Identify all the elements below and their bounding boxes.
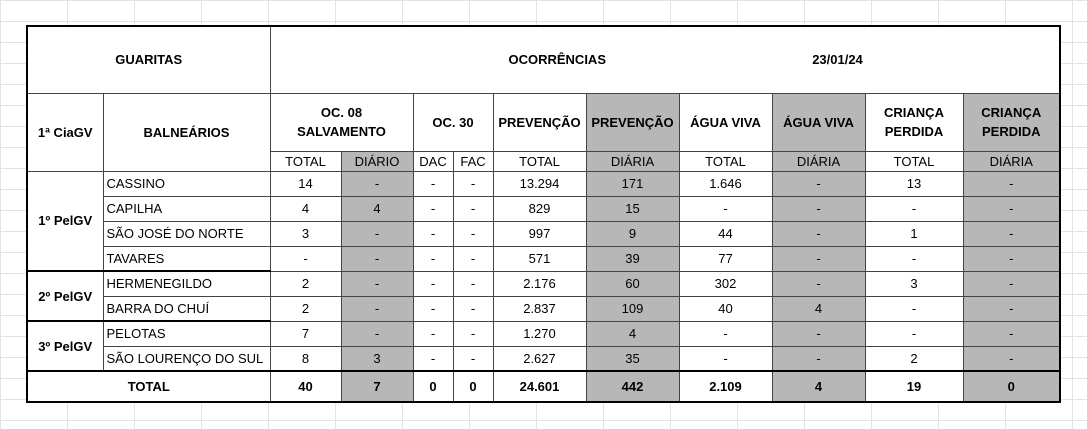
data-cell: - xyxy=(341,221,413,246)
total-row xyxy=(27,371,1060,402)
data-cell: 571 xyxy=(493,246,586,271)
data-cell: 8 xyxy=(270,346,341,371)
data-cell: - xyxy=(963,321,1060,346)
balnearios-header: BALNEÁRIOS xyxy=(103,93,270,171)
subheader-cell: DIÁRIO xyxy=(341,151,413,171)
total-cell: 2.109 xyxy=(679,371,772,402)
ocorrencias-title xyxy=(270,26,772,93)
data-cell: - xyxy=(772,171,865,196)
data-cell: 829 xyxy=(493,196,586,221)
data-cell: - xyxy=(413,321,453,346)
cia-header: 1ª CiaGV xyxy=(27,93,103,171)
row-name: CAPILHA xyxy=(103,196,270,221)
data-cell: 3 xyxy=(865,271,963,296)
data-cell: 14 xyxy=(270,171,341,196)
oc08-line2: SALVAMENTO xyxy=(297,124,386,139)
data-cell: 60 xyxy=(586,271,679,296)
guaritas-header: GUARITAS xyxy=(27,26,270,93)
oc08-line1: OC. 08 xyxy=(320,105,363,120)
data-cell: 109 xyxy=(586,296,679,321)
row-name: TAVARES xyxy=(103,246,270,271)
data-cell: - xyxy=(413,246,453,271)
table-row xyxy=(27,271,1060,296)
data-cell: - xyxy=(413,171,453,196)
subheader-cell: TOTAL xyxy=(865,151,963,171)
table-row xyxy=(27,296,1060,321)
data-cell: - xyxy=(453,271,493,296)
title-row xyxy=(27,26,1060,93)
report-date-value: 23/01/24 xyxy=(812,52,863,68)
data-cell: 7 xyxy=(270,321,341,346)
data-cell: 2.837 xyxy=(493,296,586,321)
data-cell: 40 xyxy=(679,296,772,321)
group-label: 1º PelGV xyxy=(27,171,103,271)
total-cell: 0 xyxy=(963,371,1060,402)
data-cell: 13.294 xyxy=(493,171,586,196)
total-cell: 4 xyxy=(772,371,865,402)
column-header-row xyxy=(27,93,1060,151)
data-cell: 302 xyxy=(679,271,772,296)
subheader-cell: TOTAL xyxy=(270,151,341,171)
data-cell: 39 xyxy=(586,246,679,271)
table-row xyxy=(27,346,1060,371)
table-row xyxy=(27,221,1060,246)
data-cell: - xyxy=(963,346,1060,371)
data-cell: 171 xyxy=(586,171,679,196)
data-cell: 4 xyxy=(270,196,341,221)
total-cell: 0 xyxy=(413,371,453,402)
crianca-gray-line1: CRIANÇA xyxy=(981,105,1042,120)
row-name: SÃO JOSÉ DO NORTE xyxy=(103,221,270,246)
total-cell: 442 xyxy=(586,371,679,402)
oc08-header xyxy=(270,93,413,151)
data-cell: - xyxy=(679,196,772,221)
data-cell: - xyxy=(963,196,1060,221)
data-cell: 44 xyxy=(679,221,772,246)
row-name: SÃO LOURENÇO DO SUL xyxy=(103,346,270,371)
prevencao-daily-header: PREVENÇÃO xyxy=(586,93,679,151)
data-cell: - xyxy=(453,196,493,221)
report-date xyxy=(772,26,1060,93)
data-cell: - xyxy=(865,246,963,271)
crianca-gray-line2: PERDIDA xyxy=(981,124,1041,139)
crianca-perdida-header xyxy=(865,93,963,151)
group-label: 2º PelGV xyxy=(27,271,103,321)
data-cell: - xyxy=(772,246,865,271)
data-cell: - xyxy=(865,196,963,221)
data-cell: 2.627 xyxy=(493,346,586,371)
data-cell: 1.270 xyxy=(493,321,586,346)
row-name: PELOTAS xyxy=(103,321,270,346)
row-name: BARRA DO CHUÍ xyxy=(103,296,270,321)
row-name: HERMENEGILDO xyxy=(103,271,270,296)
data-cell: - xyxy=(963,171,1060,196)
data-cell: - xyxy=(413,271,453,296)
data-cell: 2 xyxy=(270,296,341,321)
oc30-header: OC. 30 xyxy=(413,93,493,151)
subheader-cell: FAC xyxy=(453,151,493,171)
ocorrencias-label: OCORRÊNCIAS xyxy=(508,52,606,68)
data-cell: - xyxy=(772,196,865,221)
subheader-cell: DAC xyxy=(413,151,453,171)
data-cell: - xyxy=(341,296,413,321)
data-cell: - xyxy=(453,321,493,346)
data-cell: 3 xyxy=(341,346,413,371)
data-cell: - xyxy=(963,296,1060,321)
data-cell: 4 xyxy=(341,196,413,221)
data-cell: - xyxy=(963,221,1060,246)
data-cell: - xyxy=(413,221,453,246)
data-cell: - xyxy=(341,171,413,196)
total-cell: 7 xyxy=(341,371,413,402)
data-cell: - xyxy=(865,321,963,346)
group-label: 3º PelGV xyxy=(27,321,103,371)
data-cell: 15 xyxy=(586,196,679,221)
data-cell: 4 xyxy=(772,296,865,321)
data-cell: - xyxy=(453,171,493,196)
total-label: TOTAL xyxy=(27,371,270,402)
data-cell: - xyxy=(865,296,963,321)
agua-viva-header: ÁGUA VIVA xyxy=(679,93,772,151)
prevencao-header: PREVENÇÃO xyxy=(493,93,586,151)
subheader-cell: DIÁRIA xyxy=(772,151,865,171)
crianca-perdida-daily-header xyxy=(963,93,1060,151)
subheader-cell: DIÁRIA xyxy=(963,151,1060,171)
subheader-cell: TOTAL xyxy=(679,151,772,171)
data-cell: - xyxy=(341,271,413,296)
data-cell: - xyxy=(453,346,493,371)
data-cell: - xyxy=(413,296,453,321)
subheader-cell: DIÁRIA xyxy=(586,151,679,171)
data-cell: 35 xyxy=(586,346,679,371)
total-cell: 24.601 xyxy=(493,371,586,402)
data-cell: 77 xyxy=(679,246,772,271)
data-cell: 997 xyxy=(493,221,586,246)
data-cell: - xyxy=(772,321,865,346)
total-cell: 0 xyxy=(453,371,493,402)
agua-viva-daily-header: ÁGUA VIVA xyxy=(772,93,865,151)
total-cell: 19 xyxy=(865,371,963,402)
data-cell: - xyxy=(772,221,865,246)
subheader-cell: TOTAL xyxy=(493,151,586,171)
data-cell: 3 xyxy=(270,221,341,246)
data-cell: - xyxy=(772,271,865,296)
table-row xyxy=(27,171,1060,196)
data-cell: 2 xyxy=(865,346,963,371)
crianca-line1: CRIANÇA xyxy=(884,105,944,120)
data-cell: - xyxy=(453,296,493,321)
data-cell: - xyxy=(679,346,772,371)
data-cell: 9 xyxy=(586,221,679,246)
data-cell: 13 xyxy=(865,171,963,196)
data-cell: 1 xyxy=(865,221,963,246)
data-cell: - xyxy=(963,246,1060,271)
data-cell: - xyxy=(453,221,493,246)
table-row xyxy=(27,321,1060,346)
data-cell: - xyxy=(963,271,1060,296)
data-cell: 2.176 xyxy=(493,271,586,296)
data-cell: - xyxy=(453,246,493,271)
data-cell: - xyxy=(413,196,453,221)
table-row xyxy=(27,246,1060,271)
data-cell: - xyxy=(341,321,413,346)
data-cell: - xyxy=(413,346,453,371)
data-cell: 2 xyxy=(270,271,341,296)
data-cell: - xyxy=(270,246,341,271)
data-cell: - xyxy=(341,246,413,271)
total-cell: 40 xyxy=(270,371,341,402)
data-cell: - xyxy=(772,346,865,371)
data-cell: 1.646 xyxy=(679,171,772,196)
data-cell: 4 xyxy=(586,321,679,346)
row-name: CASSINO xyxy=(103,171,270,196)
table-row xyxy=(27,196,1060,221)
data-cell: - xyxy=(679,321,772,346)
occurrences-table xyxy=(26,25,1061,403)
crianca-line2: PERDIDA xyxy=(884,124,944,139)
